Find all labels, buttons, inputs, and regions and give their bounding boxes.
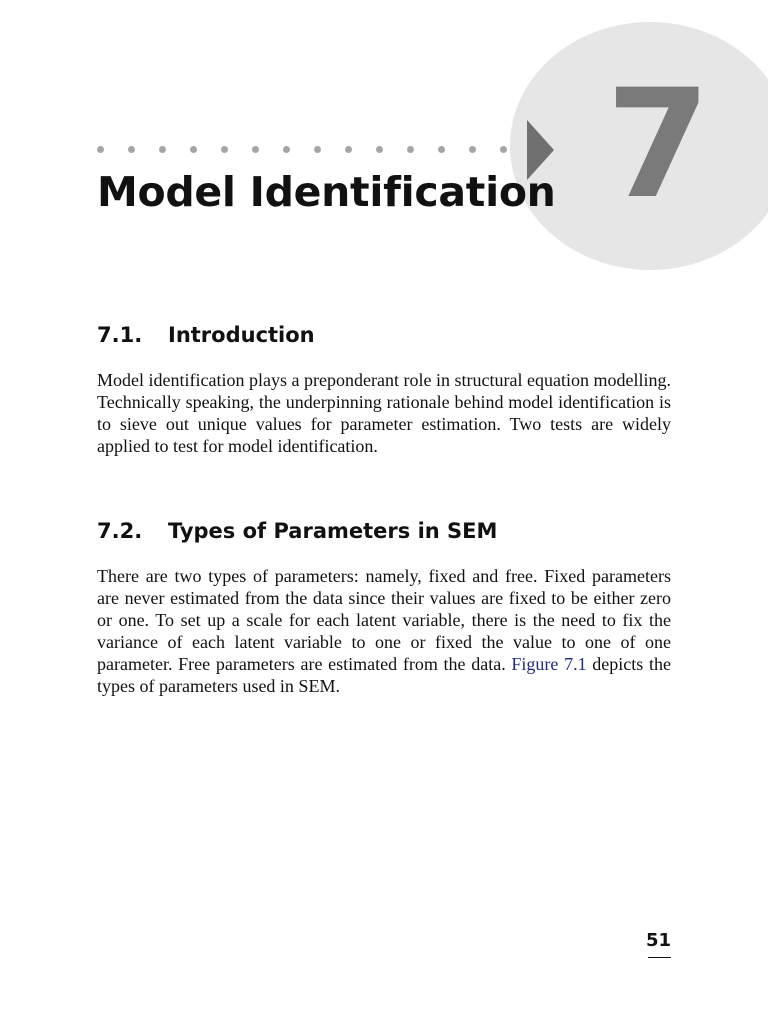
figure-7-1-link[interactable]: Figure 7.1 [511, 654, 587, 674]
section-title: Introduction [168, 323, 315, 347]
chapter-title: Model Identification [97, 168, 556, 216]
dot [190, 146, 197, 153]
section-heading-types-of-parameters [97, 519, 497, 544]
paragraph-text: There are two types of parameters: namely, fixed and free. Fixed parameters are never estimated from the data since their values are fixed to be either zero or one. To set up a scale for each latent variable, there is the need to fix the variance of each latent variable to one or fixed the value to one of one parameter. Free parameters are estimated from the data. [97, 566, 671, 674]
dot [252, 146, 259, 153]
dot [283, 146, 290, 153]
chapter-number: 7 [606, 58, 711, 232]
dot [314, 146, 321, 153]
dotted-rule [97, 145, 507, 153]
page-number-underline [648, 957, 671, 958]
page-number: 51 [645, 930, 671, 951]
section-heading-introduction [97, 323, 315, 348]
dot [159, 146, 166, 153]
types-of-parameters-paragraph [97, 565, 671, 697]
section-number: 7.1. [97, 323, 143, 347]
dot [469, 146, 476, 153]
section-number: 7.2. [97, 519, 143, 543]
dot [345, 146, 352, 153]
dot [128, 146, 135, 153]
dot [97, 146, 104, 153]
section-title: Types of Parameters in SEM [168, 519, 498, 543]
dot [500, 146, 507, 153]
dot [376, 146, 383, 153]
introduction-paragraph: Model identification plays a preponderant role in structural equation modelling. Technically speaking, the underpinning rationale behind model identification is to sieve out unique values for parameter estimation. Two tests are widely applied to test for model identification. [97, 370, 671, 456]
dot [438, 146, 445, 153]
dot [221, 146, 228, 153]
paragraph-text: depicts the types of parameters used in SEM. [97, 654, 671, 696]
dot [407, 146, 414, 153]
